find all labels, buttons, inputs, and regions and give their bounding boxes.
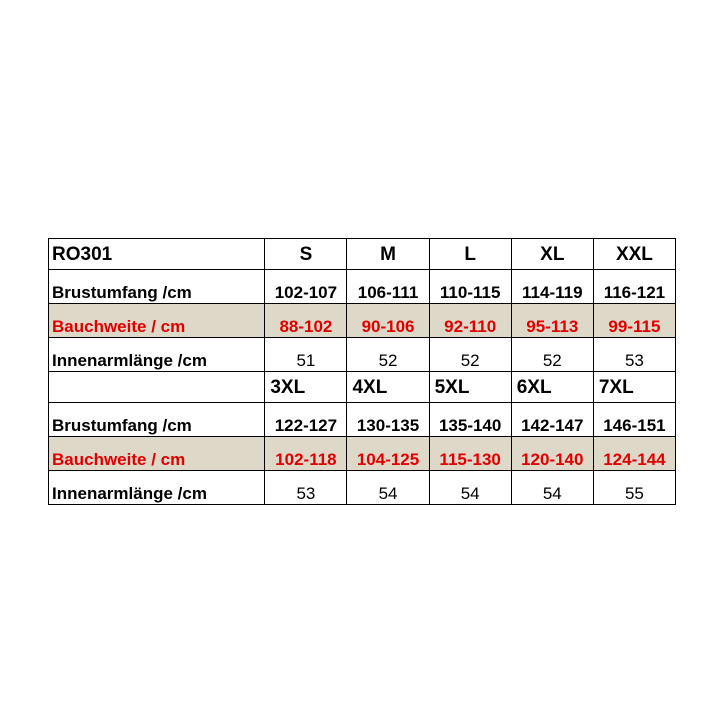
table-cell: 53 [265, 471, 347, 505]
size-label: 7XL [593, 372, 675, 403]
row-label: Brustumfang /cm [49, 270, 265, 304]
size-label: 5XL [429, 372, 511, 403]
chest-row [49, 270, 676, 304]
table-cell: 102-107 [265, 270, 347, 304]
table-cell: 52 [511, 338, 593, 372]
size-label: XL [511, 239, 593, 270]
empty-cell [49, 372, 265, 403]
size-label: L [429, 239, 511, 270]
row-label: Innenarmlänge /cm [49, 338, 265, 372]
size-label: M [347, 239, 429, 270]
size-chart-table [48, 238, 676, 505]
table-cell: 130-135 [347, 403, 429, 437]
table-cell: 90-106 [347, 304, 429, 338]
table-cell: 92-110 [429, 304, 511, 338]
table-cell: 54 [429, 471, 511, 505]
table-cell: 142-147 [511, 403, 593, 437]
table-cell: 114-119 [511, 270, 593, 304]
table-cell: 88-102 [265, 304, 347, 338]
table-cell: 53 [593, 338, 675, 372]
table-cell: 99-115 [593, 304, 675, 338]
table-cell: 115-130 [429, 437, 511, 471]
table-cell: 52 [347, 338, 429, 372]
table-cell: 54 [511, 471, 593, 505]
table-cell: 135-140 [429, 403, 511, 437]
row-label: Bauchweite / cm [49, 304, 265, 338]
table-cell: 120-140 [511, 437, 593, 471]
inner-arm-row [49, 338, 676, 372]
inner-arm-row [49, 471, 676, 505]
chest-row [49, 403, 676, 437]
table-cell: 104-125 [347, 437, 429, 471]
size-header-row [49, 372, 676, 403]
table-cell: 95-113 [511, 304, 593, 338]
size-header-row [49, 239, 676, 270]
size-label: S [265, 239, 347, 270]
table-cell: 54 [347, 471, 429, 505]
waist-row [49, 304, 676, 338]
table-cell: 106-111 [347, 270, 429, 304]
table-cell: 146-151 [593, 403, 675, 437]
table-cell: 52 [429, 338, 511, 372]
table-cell: 116-121 [593, 270, 675, 304]
size-label: 4XL [347, 372, 429, 403]
row-label: Bauchweite / cm [49, 437, 265, 471]
table-cell: 110-115 [429, 270, 511, 304]
model-code: RO301 [49, 239, 265, 270]
size-label: XXL [593, 239, 675, 270]
row-label: Brustumfang /cm [49, 403, 265, 437]
table-cell: 51 [265, 338, 347, 372]
size-label: 3XL [265, 372, 347, 403]
size-label: 6XL [511, 372, 593, 403]
table-cell: 124-144 [593, 437, 675, 471]
table-cell: 102-118 [265, 437, 347, 471]
table-cell: 55 [593, 471, 675, 505]
table-cell: 122-127 [265, 403, 347, 437]
waist-row [49, 437, 676, 471]
row-label: Innenarmlänge /cm [49, 471, 265, 505]
